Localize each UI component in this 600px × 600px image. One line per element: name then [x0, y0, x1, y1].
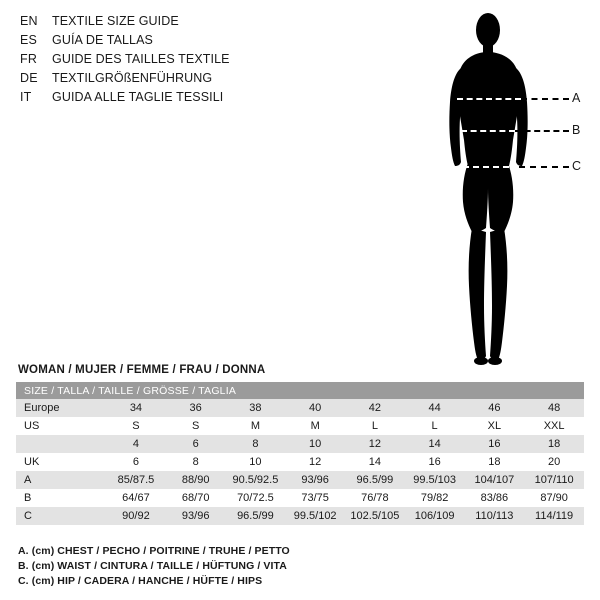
row-label: A	[16, 471, 106, 489]
measurement-notes	[18, 545, 290, 590]
measure-label-a: A	[572, 91, 581, 105]
table-cell: 36	[166, 399, 226, 417]
table-cell: 8	[226, 435, 286, 453]
table-row	[16, 507, 584, 525]
language-title-block	[20, 14, 320, 109]
section-heading-woman: WOMAN / MUJER / FEMME / FRAU / DONNA	[18, 364, 266, 376]
row-label: US	[16, 417, 106, 435]
table-cell: 110/113	[464, 507, 524, 525]
language-code: FR	[20, 52, 38, 66]
table-cell: M	[285, 417, 345, 435]
language-code: DE	[20, 71, 38, 85]
table-row	[16, 399, 584, 417]
table-cell: 104/107	[464, 471, 524, 489]
language-title: GUIDA ALLE TAGLIE TESSILI	[52, 90, 224, 104]
row-label: C	[16, 507, 106, 525]
measure-line-hip	[463, 166, 519, 168]
table-row	[16, 435, 584, 453]
table-cell: 6	[106, 453, 166, 471]
language-row	[20, 52, 320, 71]
table-cell: 107/110	[524, 471, 584, 489]
measure-tail-chest	[521, 98, 569, 100]
language-title: TEXTILE SIZE GUIDE	[52, 14, 179, 28]
table-cell: 96.5/99	[226, 507, 286, 525]
table-cell: 93/96	[285, 471, 345, 489]
language-row	[20, 71, 320, 90]
table-cell: XL	[464, 417, 524, 435]
table-cell: 64/67	[106, 489, 166, 507]
row-label: B	[16, 489, 106, 507]
measure-tail-waist	[515, 130, 569, 132]
language-row	[20, 33, 320, 52]
table-cell: 42	[345, 399, 405, 417]
table-cell: 73/75	[285, 489, 345, 507]
table-row	[16, 489, 584, 507]
table-cell: 14	[345, 453, 405, 471]
table-cell: 79/82	[405, 489, 465, 507]
table-cell: 87/90	[524, 489, 584, 507]
measure-line-chest	[457, 98, 521, 100]
table-cell: 34	[106, 399, 166, 417]
table-cell: S	[106, 417, 166, 435]
table-header-row	[16, 382, 584, 399]
table-cell: 114/119	[524, 507, 584, 525]
table-cell: XXL	[524, 417, 584, 435]
table-cell: 20	[524, 453, 584, 471]
table-row	[16, 417, 584, 435]
language-row	[20, 90, 320, 109]
language-title: TEXTILGRÖßENFÜHRUNG	[52, 71, 213, 85]
table-cell: 10	[226, 453, 286, 471]
table-cell: 90.5/92.5	[226, 471, 286, 489]
table-cell: 18	[524, 435, 584, 453]
table-cell: 16	[464, 435, 524, 453]
table-cell: 83/86	[464, 489, 524, 507]
table-cell: 48	[524, 399, 584, 417]
language-title: GUIDE DES TAILLES TEXTILE	[52, 52, 230, 66]
note-waist: B. (cm) WAIST / CINTURA / TAILLE / HÜFTUNG / VITA	[18, 560, 287, 572]
table-cell: 4	[106, 435, 166, 453]
table-cell: 16	[405, 453, 465, 471]
table-cell: 46	[464, 399, 524, 417]
table-cell: 96.5/99	[345, 471, 405, 489]
table-cell: 106/109	[405, 507, 465, 525]
table-cell: S	[166, 417, 226, 435]
measure-label-c: C	[572, 159, 582, 173]
table-cell: 12	[345, 435, 405, 453]
table-cell: 10	[285, 435, 345, 453]
table-cell: M	[226, 417, 286, 435]
table-cell: 44	[405, 399, 465, 417]
table-row	[16, 453, 584, 471]
note-hip: C. (cm) HIP / CADERA / HANCHE / HÜFTE / HIPS	[18, 575, 263, 587]
measure-line-waist	[461, 130, 515, 132]
table-cell: L	[345, 417, 405, 435]
table-cell: 8	[166, 453, 226, 471]
female-figure-svg	[420, 8, 590, 368]
row-label: UK	[16, 453, 106, 471]
table-cell: L	[405, 417, 465, 435]
table-cell: 90/92	[106, 507, 166, 525]
row-label	[16, 435, 106, 453]
table-cell: 99.5/102	[285, 507, 345, 525]
table-header-label: SIZE / TALLA / TAILLE / GRÖSSE / TAGLIA	[16, 382, 584, 399]
language-code: IT	[20, 90, 32, 104]
table-row	[16, 471, 584, 489]
table-cell: 88/90	[166, 471, 226, 489]
table-cell: 102.5/105	[345, 507, 405, 525]
measure-label-b: B	[572, 123, 581, 137]
language-title: GUÍA DE TALLAS	[52, 33, 153, 47]
table-cell: 18	[464, 453, 524, 471]
table-cell: 99.5/103	[405, 471, 465, 489]
note-chest: A. (cm) CHEST / PECHO / POITRINE / TRUHE / PETTO	[18, 545, 290, 557]
table-cell: 76/78	[345, 489, 405, 507]
table-cell: 6	[166, 435, 226, 453]
table-cell: 68/70	[166, 489, 226, 507]
row-label: Europe	[16, 399, 106, 417]
table-cell: 14	[405, 435, 465, 453]
table-cell: 70/72.5	[226, 489, 286, 507]
language-row	[20, 14, 320, 33]
table-cell: 40	[285, 399, 345, 417]
table-cell: 12	[285, 453, 345, 471]
female-body-silhouette	[420, 8, 590, 368]
language-code: EN	[20, 14, 38, 28]
table-cell: 93/96	[166, 507, 226, 525]
size-table	[16, 382, 584, 525]
language-code: ES	[20, 33, 38, 47]
table-cell: 85/87.5	[106, 471, 166, 489]
measure-tail-hip	[519, 166, 569, 168]
table-cell: 38	[226, 399, 286, 417]
